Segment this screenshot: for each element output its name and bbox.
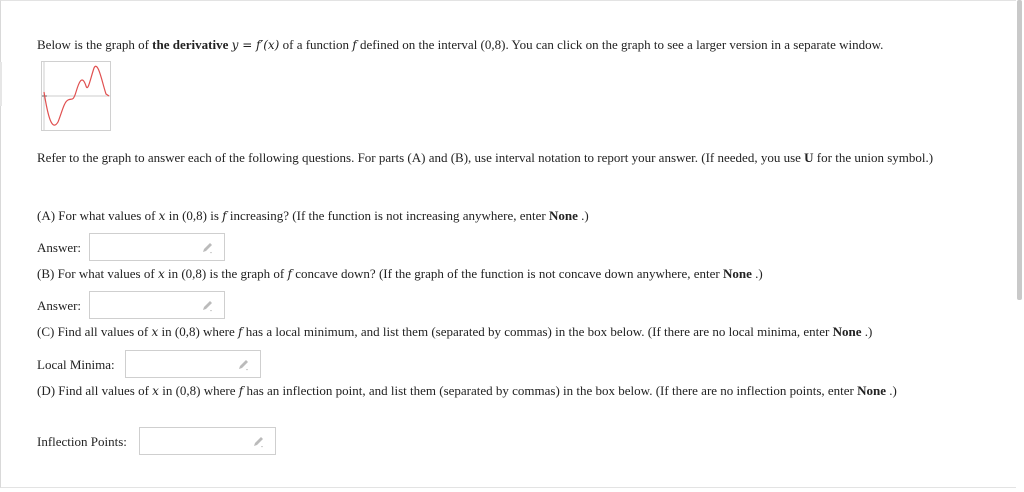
pencil-icon (200, 241, 214, 255)
derivative-graph-thumbnail[interactable] (41, 61, 111, 131)
refer-text: Refer to the graph to answer each of the following questions. For parts (A) and (B), use interval notation to report your answer. (If needed, you use U for the union symbol.) (37, 150, 934, 165)
answer-a-input[interactable] (89, 233, 225, 261)
local-minima-label: Local Minima: (37, 357, 115, 372)
intro-text: Below is the graph of the derivative y = f′(x) of a function f defined on the interval (0,8). You can click on the graph to see a larger version in a separate window. (37, 37, 884, 52)
derivative-graph (42, 62, 110, 130)
left-edge-mark (0, 62, 2, 106)
question-a: (A) For what values of x in (0,8) is f increasing? (If the function is not increasing anywhere, enter None .) (37, 208, 589, 223)
answer-a-label: Answer: (37, 240, 82, 255)
derivative-expression: y = f′(x) (231, 38, 280, 52)
question-b: (B) For what values of x in (0,8) is the graph of f concave down? (If the graph of the function is not concave down anywhere, enter None .) (37, 266, 763, 281)
inflection-points-label: Inflection Points: (37, 434, 127, 449)
question-d: (D) Find all values of x in (0,8) where f has an inflection point, and list them (separated by commas) in the box below. (If there are no inflection points, enter None .) (37, 383, 897, 398)
answer-b-label: Answer: (37, 298, 82, 313)
answer-b-input[interactable] (89, 291, 225, 319)
pencil-icon (200, 299, 214, 313)
local-minima-input[interactable] (125, 350, 261, 378)
question-c: (C) Find all values of x in (0,8) where f has a local minimum, and list them (separated by commas) in the box below. (If there are no local minima, enter None .) (37, 324, 873, 339)
pencil-icon (236, 358, 250, 372)
scrollbar[interactable] (1017, 0, 1022, 300)
pencil-icon (251, 435, 265, 449)
inflection-points-input[interactable] (139, 427, 276, 455)
